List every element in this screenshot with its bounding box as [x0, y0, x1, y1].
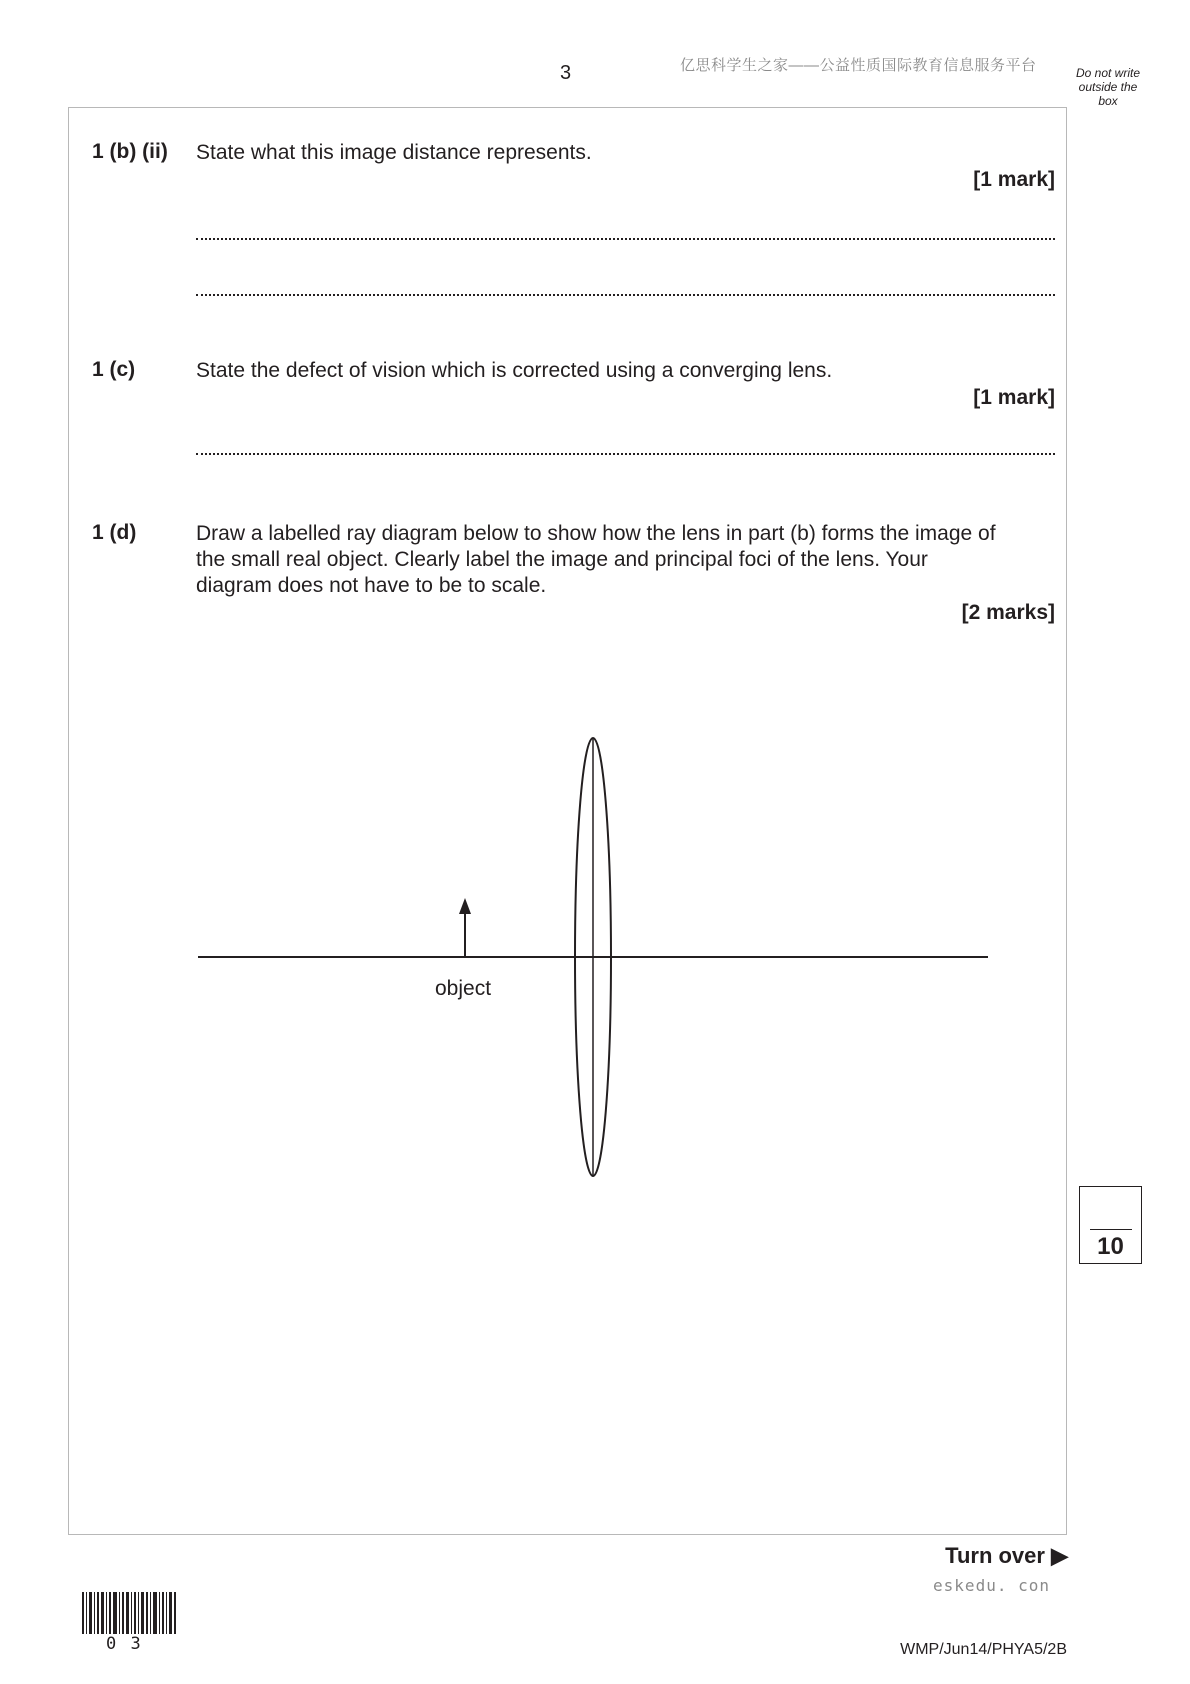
- paper-reference: WMP/Jun14/PHYA5/2B: [900, 1641, 1067, 1658]
- question-text-1b-ii: State what this image distance represents.: [196, 141, 592, 164]
- score-total: 10: [1097, 1233, 1124, 1260]
- header-watermark: 亿思科学生之家——公益性质国际教育信息服务平台: [680, 57, 1037, 74]
- question-text-1d-line2: the small real object. Clearly label the image and principal foci of the lens. Your: [196, 548, 928, 571]
- question-number-1c: 1 (c): [92, 358, 136, 381]
- object-label: object: [435, 977, 492, 1000]
- question-text-1c: State the defect of vision which is corrected using a converging lens.: [196, 359, 833, 382]
- marks-1c: [1 mark]: [973, 386, 1055, 409]
- barcode-icon: [82, 1592, 178, 1634]
- margin-note: Do not write outside the box: [1075, 66, 1141, 108]
- turn-over-label: Turn over ▶: [945, 1543, 1068, 1568]
- score-box-rule: [1090, 1229, 1132, 1230]
- footer-watermark: eskedu. con: [933, 1576, 1050, 1595]
- barcode-digits: 0 3: [106, 1634, 143, 1654]
- question-text-1d-line3: diagram does not have to be to scale.: [196, 574, 547, 597]
- object-arrow-head-icon: [459, 898, 471, 914]
- page-number: 3: [560, 62, 572, 84]
- question-text-1d-line1: Draw a labelled ray diagram below to show how the lens in part (b) forms the image of: [196, 522, 996, 545]
- question-number-1b-ii: 1 (b) (ii): [92, 140, 168, 163]
- marks-1b-ii: [1 mark]: [973, 168, 1055, 191]
- question-number-1d: 1 (d): [92, 521, 137, 544]
- marks-1d: [2 marks]: [961, 601, 1055, 624]
